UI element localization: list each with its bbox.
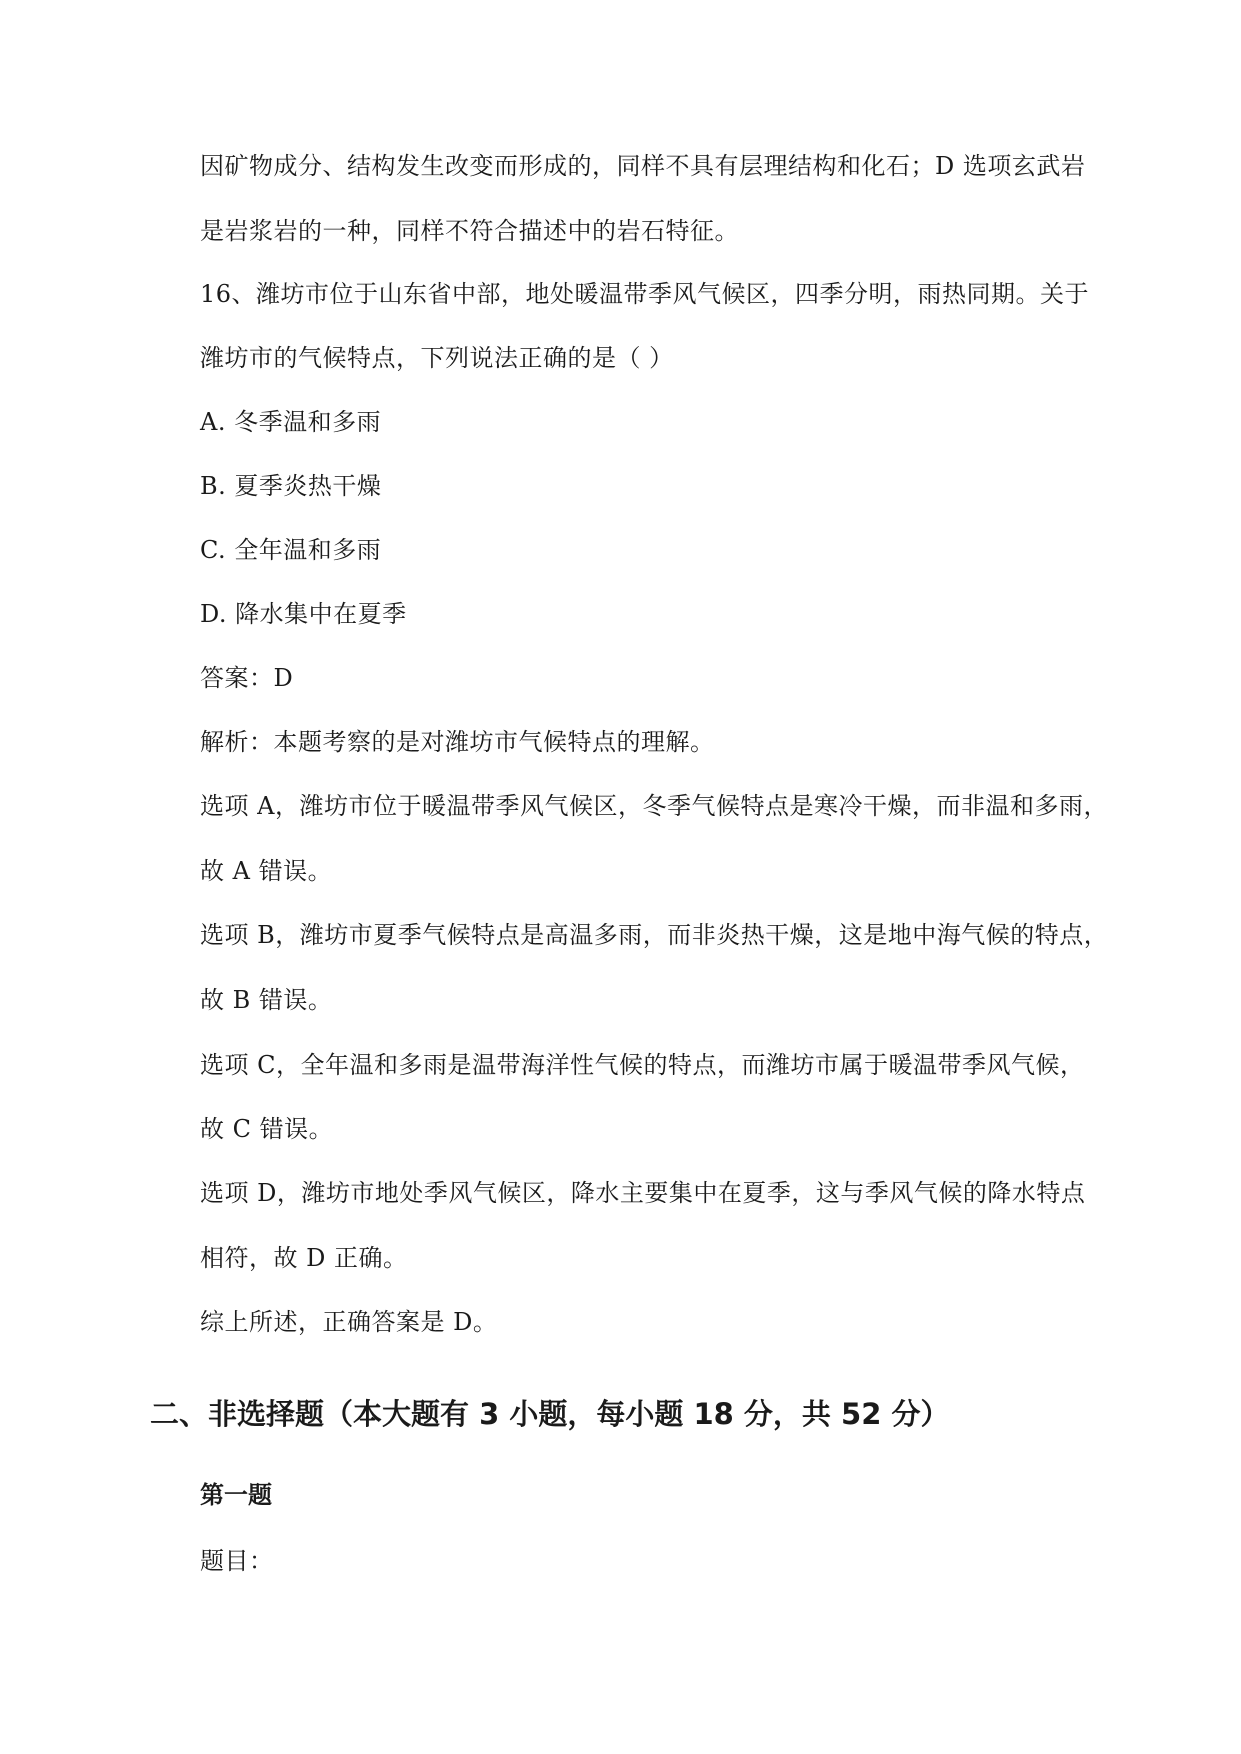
option-d: D. 降水集中在夏季	[200, 600, 407, 628]
first-question-title: 第一题	[200, 1481, 272, 1509]
section-2-heading: 二、非选择题（本大题有 3 小题，每小题 18 分，共 52 分）	[150, 1397, 950, 1431]
analysis-c-line-2: 故 C 错误。	[200, 1115, 334, 1143]
analysis-intro: 解析：本题考察的是对潍坊市气候特点的理解。	[200, 728, 715, 756]
answer-line: 答案：D	[200, 664, 294, 692]
option-c: C. 全年温和多雨	[200, 536, 382, 564]
question-16-stem-line-2: 潍坊市的气候特点，下列说法正确的是（ ）	[200, 344, 674, 372]
option-a: A. 冬季温和多雨	[200, 408, 382, 436]
summary-line: 综上所述，正确答案是 D。	[200, 1308, 498, 1336]
analysis-d-line-1: 选项 D，潍坊市地处季风气候区，降水主要集中在夏季，这与季风气候的降水特点	[200, 1179, 1086, 1207]
analysis-c-line-1: 选项 C，全年温和多雨是温带海洋性气候的特点，而潍坊市属于暖温带季风气候，	[200, 1051, 1085, 1079]
analysis-b-line-2: 故 B 错误。	[200, 986, 333, 1014]
analysis-d-line-2: 相符，故 D 正确。	[200, 1244, 408, 1272]
analysis-b-line-1: 选项 B，潍坊市夏季气候特点是高温多雨，而非炎热干燥，这是地中海气候的特点，	[200, 921, 1109, 949]
continuation-line-1: 因矿物成分、结构发生改变而形成的，同样不具有层理结构和化石；D 选项玄武岩	[200, 152, 1086, 180]
question-16-stem-line-1: 16、潍坊市位于山东省中部，地处暖温带季风气候区，四季分明，雨热同期。关于	[200, 280, 1090, 308]
analysis-a-line-1: 选项 A，潍坊市位于暖温带季风气候区，冬季气候特点是寒冷干燥，而非温和多雨，	[200, 792, 1108, 820]
question-prompt-label: 题目：	[200, 1547, 274, 1575]
analysis-a-line-2: 故 A 错误。	[200, 857, 333, 885]
option-b: B. 夏季炎热干燥	[200, 472, 382, 500]
continuation-line-2: 是岩浆岩的一种，同样不符合描述中的岩石特征。	[200, 217, 739, 245]
